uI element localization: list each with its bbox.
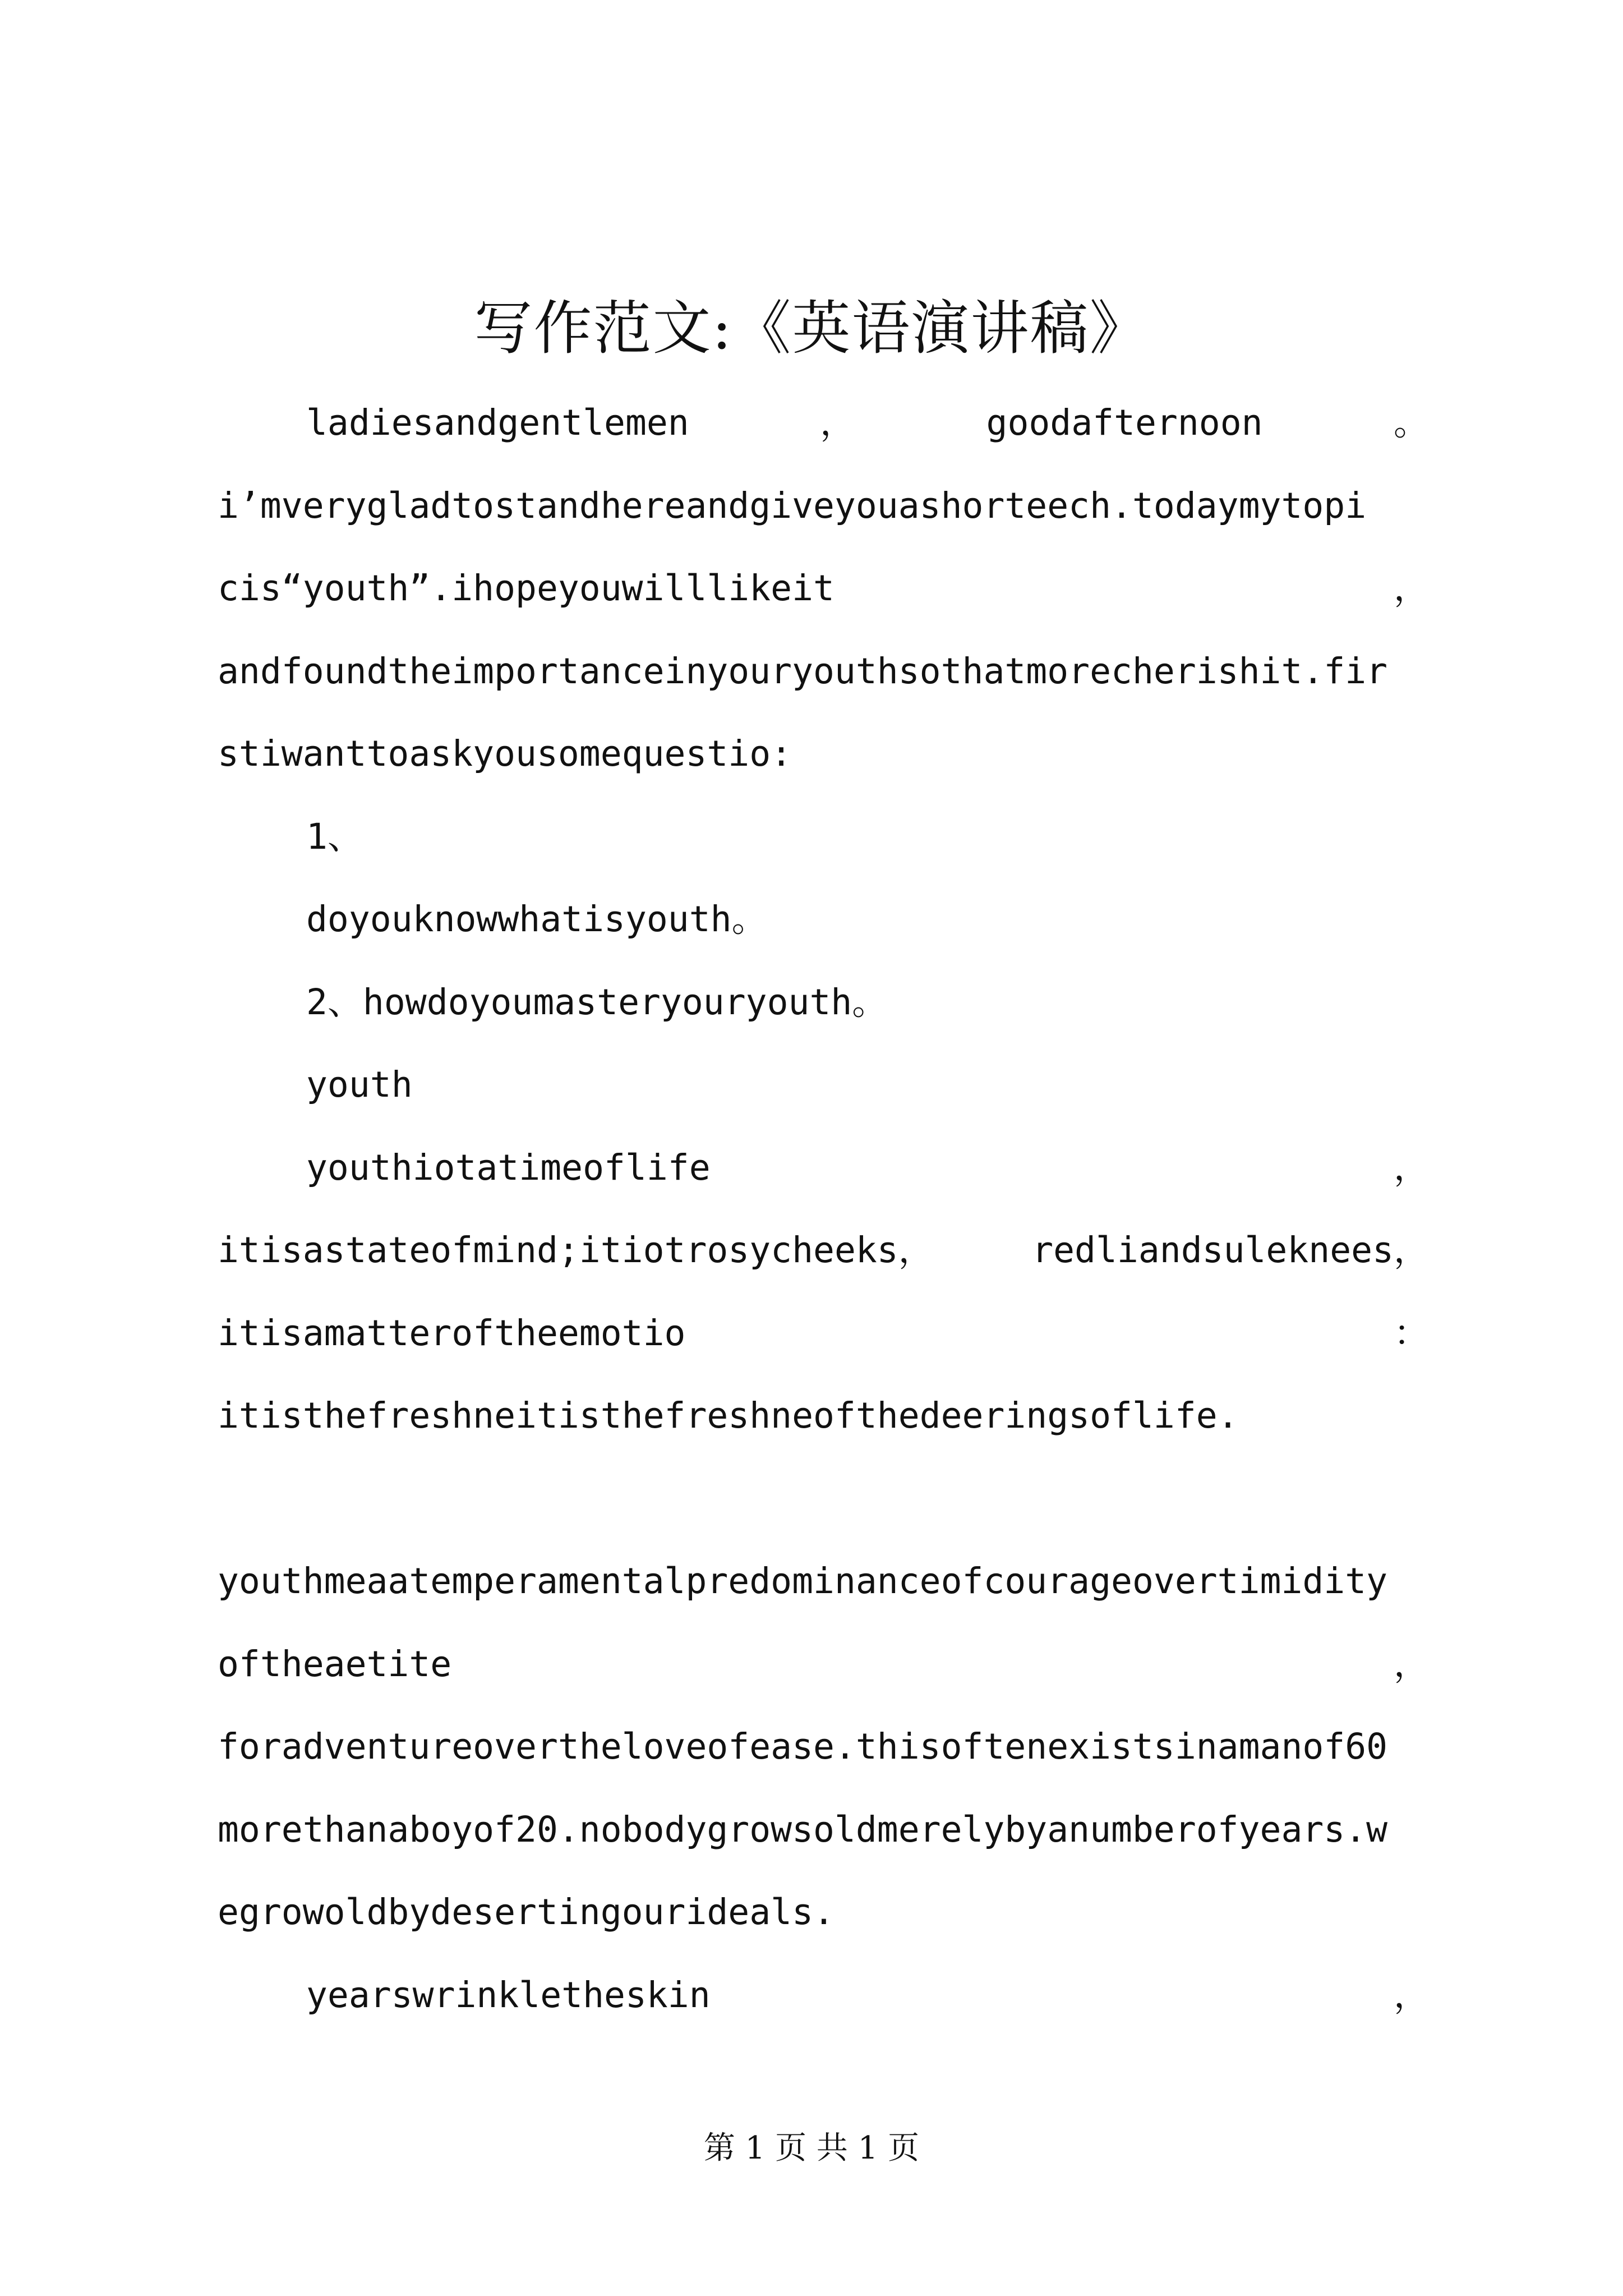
text-line [218,1788,1429,1871]
text-segment: i’mverygladtostandhereandgiveyouashorteech.todaymytopi [218,485,1367,526]
text-line [218,961,1429,1044]
text-line [218,1209,1429,1292]
text-line [218,795,1429,878]
text-segment: ， [820,402,856,443]
text-segment: 。 [1394,402,1429,443]
text-segment: itisamatteroftheemotio [218,1312,686,1354]
text-segment: ， [1394,1147,1429,1188]
text-segment: youth [306,1064,413,1105]
blank-line [218,1457,1429,1540]
text-line [218,1540,1429,1623]
text-line [218,547,1429,630]
text-segment: 1、 [306,816,363,857]
text-segment: ， [1394,1643,1429,1685]
text-line [218,1871,1429,1954]
text-segment: goodafternoon [986,402,1263,443]
text-line [218,1292,1429,1375]
text-segment: andfoundtheimportanceinyouryouthsothatmorecherishit.fir [218,650,1388,692]
text-line [218,630,1429,713]
text-segment: morethanaboyof20.nobodygrowsoldmerelybyanumberofyears.w [218,1809,1388,1850]
text-segment: youthiotatimeoflife [306,1147,711,1188]
text-segment: ： [1394,1312,1429,1354]
document-title: 写作范文:《英语演讲稿》 [474,294,1149,362]
text-line [218,1043,1429,1126]
page-footer: 第 1 页 共 1 页 [703,2130,920,2166]
text-segment: itisthefreshneitisthefreshneofthedeeringsoflife. [218,1395,1239,1436]
text-line [218,464,1429,547]
text-segment: doyouknowwhatisyouth。 [306,899,767,940]
text-segment: egrowoldbydesertingourideals. [218,1892,834,1932]
text-line [218,1954,1429,2037]
text-line [218,712,1429,795]
text-segment: ， [1394,1974,1429,2016]
text-line [218,1623,1429,1706]
text-segment: youthmeaatemperamentalpredominanceofcourageovertimidity [218,1561,1388,1602]
text-line [218,1705,1429,1788]
text-line [218,381,1429,464]
text-segment: oftheaetite [218,1643,452,1685]
text-segment: foradventureovertheloveofease.thisoftenexistsinamanof60 [218,1726,1388,1767]
text-segment: ， [1394,568,1429,609]
text-segment: itisastateofmind;itiotrosycheeks， [218,1230,934,1271]
text-segment: redliandsuleknees， [1032,1230,1429,1271]
text-segment: stiwanttoaskyousomequestio: [218,733,792,774]
text-segment: ladiesandgentlemen [306,402,689,443]
text-segment: 2、howdoyoumasteryouryouth。 [306,981,888,1023]
text-line [218,878,1429,961]
document-body [218,381,1429,2036]
text-segment: cis“youth”.ihopeyouwilllikeit [218,568,834,609]
text-segment: yearswrinkletheskin [306,1974,711,2016]
text-line [218,1374,1429,1457]
text-line [218,1126,1429,1209]
